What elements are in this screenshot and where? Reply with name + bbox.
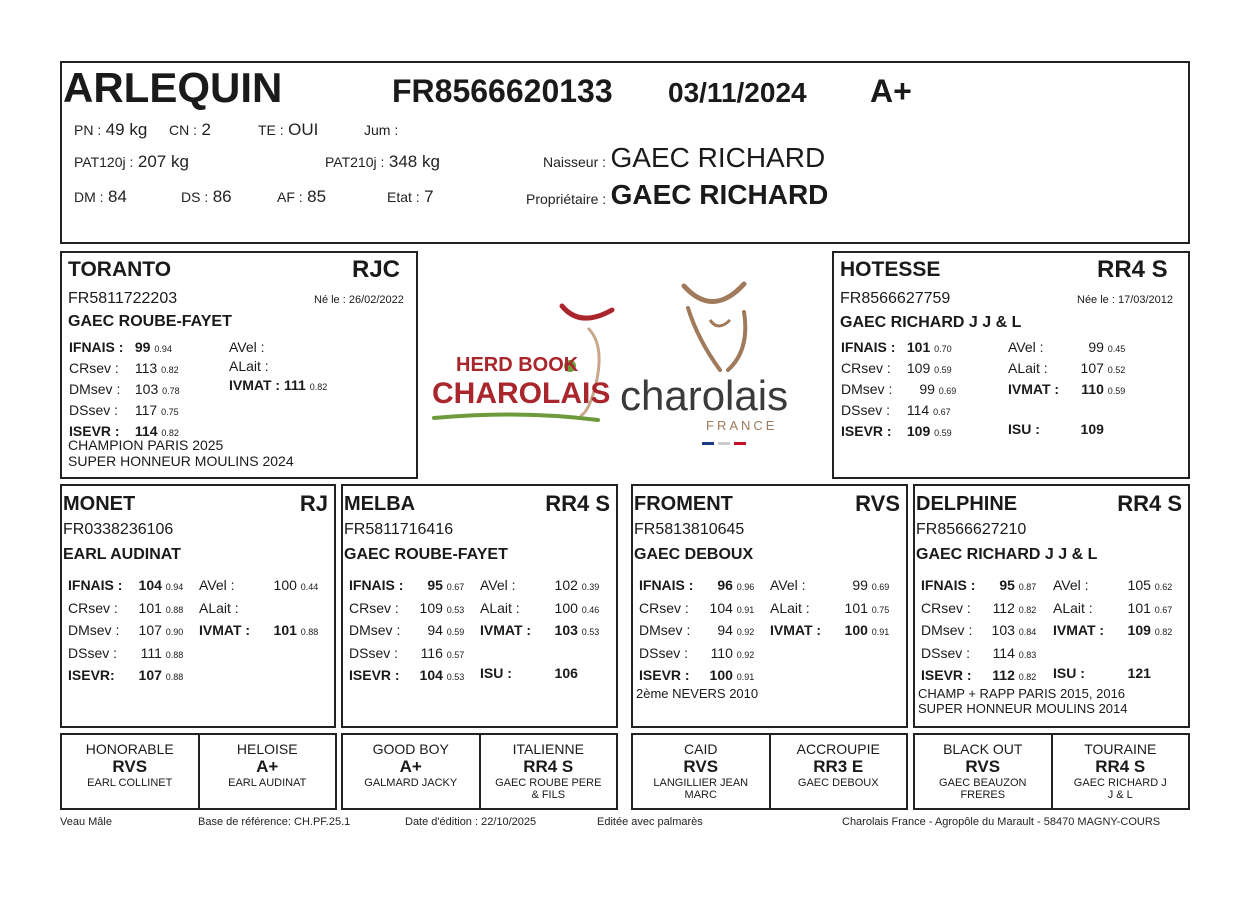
footer-base: Base de référence: CH.PF.25.1: [198, 816, 351, 828]
stat-value: 101: [138, 599, 162, 616]
jum-label: Jum :: [364, 122, 399, 138]
avel-label: AVel :: [229, 339, 265, 355]
stat-label: ISU :: [480, 665, 512, 681]
great-grandparent-card: [341, 733, 481, 810]
footer-address: Charolais France - Agropôle du Marault - 58470 MAGNY-COURS: [842, 816, 1161, 828]
ggp-owner-line: & FILS: [531, 789, 566, 801]
stat-label: ISEVR:: [68, 667, 115, 683]
ggp-grade: RR4 S: [523, 757, 574, 776]
stat-value: 103: [554, 622, 578, 638]
ggp-owner-line: EARL COLLINET: [87, 777, 173, 789]
dam-dmsev-c: 0.69: [938, 386, 957, 396]
sire-isevr-c: 0.82: [161, 428, 179, 438]
sire-ivmat-c: 0.82: [309, 382, 328, 392]
te-label: TE :: [258, 122, 284, 138]
dam-avel: 99: [1088, 339, 1104, 355]
gp-owner: EARL AUDINAT: [63, 546, 181, 563]
dm-field: [74, 187, 127, 207]
dam-dssev-c: 0.67: [933, 407, 951, 417]
stat-value: 94: [427, 622, 443, 638]
dam-isevr-c: 0.59: [934, 428, 952, 438]
ggp-name: GOOD BOY: [372, 741, 449, 757]
great-grandparent-card: [60, 733, 200, 810]
ggp-owner-line: LANGILLIER JEAN: [653, 777, 749, 789]
dam-grade: RR4 S: [1097, 256, 1168, 283]
stat-coefficient: 0.88: [165, 672, 184, 682]
stat-label: CRsev :: [921, 599, 971, 616]
stat-label: ISEVR :: [639, 667, 690, 683]
avel-label: AVel :: [1008, 339, 1044, 355]
ggp-name: BLACK OUT: [943, 741, 1023, 757]
stat-label: CRsev :: [68, 599, 118, 616]
dam-born: Née le : 17/03/2012: [1077, 294, 1174, 306]
af-value: 85: [307, 187, 327, 206]
dam-alait-c: 0.52: [1107, 365, 1126, 375]
ds-label: DS :: [181, 189, 209, 205]
dam-ifnais: 101: [906, 339, 931, 355]
stat-coefficient: 0.53: [446, 672, 465, 682]
dam-avel-c: 0.45: [1107, 344, 1126, 354]
stat-value: 100: [709, 667, 733, 683]
ggp-owner-line: GAEC ROUBE PERE: [495, 777, 602, 789]
stat-coefficient: 0.53: [581, 627, 600, 637]
dam-name: HOTESSE: [840, 258, 941, 281]
sire-dmsev: 103: [134, 381, 159, 397]
stat-value: 102: [554, 577, 578, 593]
ggp-grade: RR4 S: [1095, 757, 1146, 776]
stat-coefficient: 0.67: [1154, 604, 1173, 615]
ggp-owner-line: GAEC BEAUZON: [939, 777, 1027, 789]
stat-value: 116: [420, 644, 443, 661]
stat-label: DMsev :: [639, 622, 691, 638]
stat-coefficient: 0.92: [736, 649, 755, 660]
dam-dssev: 114: [906, 402, 930, 418]
stat-coefficient: 0.87: [1018, 582, 1037, 592]
animal-grade: A+: [870, 73, 912, 109]
stat-label: AVel :: [199, 577, 235, 593]
stat-value: 104: [419, 667, 443, 683]
herd-book-charolais-logo: [430, 298, 620, 428]
stat-coefficient: 0.62: [1154, 582, 1173, 592]
stat-value: 109: [1127, 622, 1151, 638]
ggp-grade: RVS: [965, 757, 1001, 776]
stat-value: 105: [1127, 577, 1151, 593]
gp-stats-left: [349, 575, 464, 688]
stat-value: 121: [1127, 665, 1151, 681]
footer-palmares: Editée avec palmarès: [597, 816, 703, 828]
stat-value: 107: [138, 667, 162, 683]
stat-value: 101: [844, 599, 868, 616]
af-label: AF :: [277, 189, 303, 205]
stat-coefficient: 0.84: [1018, 627, 1037, 637]
te-value: OUI: [288, 120, 319, 139]
stat-label: IFNAIS :: [349, 577, 404, 593]
herd-book-text: HERD BOOK: [456, 354, 579, 376]
te-field: [258, 120, 318, 140]
stat-value: 95: [999, 577, 1015, 593]
etat-field: [387, 187, 434, 207]
isevr-label: ISEVR :: [69, 423, 120, 439]
pn-value: 49 kg: [105, 120, 148, 139]
dam-crsev-c: 0.59: [934, 365, 952, 375]
gp-grade: RJ: [299, 491, 328, 516]
great-grandparent-card: [769, 733, 909, 810]
gp-grade: RVS: [855, 491, 900, 516]
ggp-owner-line: J & L: [1107, 789, 1133, 801]
stat-label: DSsev :: [68, 644, 118, 661]
sire-dssev-c: 0.75: [161, 407, 179, 417]
ggp-grade: RVS: [112, 757, 148, 776]
sire-palmares-line: SUPER HONNEUR MOULINS 2024: [68, 453, 294, 469]
stat-coefficient: 0.39: [581, 582, 600, 592]
isevr-label: ISEVR :: [841, 423, 892, 439]
ggp-owner-line: EARL AUDINAT: [228, 777, 307, 789]
gp-stats-right: [1053, 575, 1172, 684]
ggp-name: HELOISE: [236, 741, 298, 757]
dam-owner: GAEC RICHARD J J & L: [840, 314, 1022, 331]
ggp-name: TOURAINE: [1084, 741, 1157, 757]
ggp-name: CAID: [684, 741, 718, 757]
sire-stats-left: [69, 338, 180, 443]
stat-label: IVMAT :: [770, 622, 822, 638]
dam-ivmat: 110: [1081, 381, 1104, 397]
gp-stats-left: [68, 575, 183, 688]
gp-stats-right: [480, 575, 599, 684]
stat-value: 96: [717, 577, 733, 593]
stat-value: 106: [554, 665, 578, 681]
naisseur-value: GAEC RICHARD: [610, 142, 826, 173]
stat-coefficient: 0.44: [300, 582, 319, 592]
charolais-france-logo: [618, 280, 828, 450]
stat-value: 112: [992, 667, 1015, 683]
pat120-value: 207 kg: [137, 152, 189, 171]
france-text: FRANCE: [706, 418, 778, 433]
cn-value: 2: [201, 120, 211, 139]
gp-palmares: [636, 686, 758, 701]
animal-name: ARLEQUIN: [63, 64, 283, 111]
gp-id: FR0338236106: [63, 521, 174, 538]
naisseur-field: [543, 142, 825, 174]
ggp-name: ITALIENNE: [512, 741, 584, 757]
stat-coefficient: 0.82: [1154, 627, 1173, 637]
stat-value: 100: [273, 577, 297, 593]
ivmat-label: IVMAT :: [229, 377, 281, 393]
stat-coefficient: 0.91: [871, 627, 890, 637]
pat120-field: [74, 152, 189, 172]
gp-name: MONET: [63, 493, 136, 515]
gp-grade: RR4 S: [1117, 491, 1182, 516]
stat-value: 114: [992, 644, 1015, 661]
sire-isevr: 114: [134, 423, 158, 439]
ggp-name: ACCROUPIE: [796, 741, 880, 757]
ggp-owner-line: GAEC DEBOUX: [797, 777, 879, 789]
stat-coefficient: 0.90: [165, 627, 184, 637]
stat-coefficient: 0.88: [165, 604, 184, 615]
herd-book-charolais-text: CHAROLAIS: [432, 377, 611, 410]
crsev-label: CRsev :: [841, 360, 891, 376]
ggp-owner-line: GAEC RICHARD J: [1073, 777, 1167, 789]
sire-ivmat: 111: [283, 377, 306, 393]
stat-value: 110: [710, 644, 733, 661]
gp-palmares-line: CHAMP + RAPP PARIS 2015, 2016: [918, 686, 1126, 701]
gp-owner: GAEC ROUBE-FAYET: [344, 546, 508, 563]
stat-label: ISEVR :: [921, 667, 972, 683]
great-grandparent-card: [913, 733, 1053, 810]
stat-value: 103: [991, 622, 1015, 638]
stat-value: 100: [844, 622, 868, 638]
gp-stats-right: [199, 575, 318, 684]
dam-alait: 107: [1080, 360, 1104, 376]
stat-label: ISU :: [1053, 665, 1085, 681]
crsev-label: CRsev :: [69, 360, 119, 376]
stat-label: ALait :: [480, 599, 520, 616]
great-grandparent-card: [198, 733, 338, 810]
pat120-label: PAT120j :: [74, 154, 134, 170]
sire-dssev: 117: [134, 402, 158, 418]
gp-stats-left: [639, 575, 754, 688]
stat-label: IFNAIS :: [921, 577, 976, 593]
great-grandparent-card: [1051, 733, 1191, 810]
ggp-grade: RVS: [683, 757, 719, 776]
pat210-value: 348 kg: [388, 152, 440, 171]
dam-isu: 109: [1080, 421, 1104, 437]
gp-name: FROMENT: [634, 493, 733, 515]
stat-label: AVel :: [1053, 577, 1089, 593]
stat-label: AVel :: [480, 577, 516, 593]
jum-field: [364, 122, 398, 140]
ifnais-label: IFNAIS :: [69, 339, 124, 355]
stat-label: IFNAIS :: [639, 577, 694, 593]
sire-crsev: 113: [134, 360, 158, 376]
stat-label: DMsev :: [349, 622, 401, 638]
dam-crsev: 109: [906, 360, 931, 376]
dm-value: 84: [108, 187, 127, 206]
stat-value: 109: [419, 599, 443, 616]
sire-palmares-line: CHAMPION PARIS 2025: [68, 437, 224, 453]
stat-value: 99: [852, 577, 868, 593]
ggp-owner-line: FRERES: [960, 789, 1006, 801]
pat210-label: PAT210j :: [325, 154, 385, 170]
dmsev-label: DMsev :: [841, 381, 893, 397]
gp-grade: RR4 S: [545, 491, 610, 516]
stat-coefficient: 0.46: [581, 604, 600, 615]
stat-coefficient: 0.92: [736, 627, 755, 637]
sire-grade: RJC: [352, 256, 401, 283]
great-grandparent-card: [479, 733, 619, 810]
stat-value: 101: [1127, 599, 1151, 616]
gp-id: FR5813810645: [634, 521, 745, 538]
etat-label: Etat :: [387, 189, 420, 205]
pn-label: PN :: [74, 122, 102, 138]
stat-coefficient: 0.67: [446, 582, 465, 592]
cn-label: CN :: [169, 122, 197, 138]
stat-value: 107: [138, 622, 162, 638]
stat-coefficient: 0.69: [871, 582, 890, 592]
isu-label: ISU :: [1008, 421, 1040, 437]
ds-field: [181, 187, 232, 207]
gp-palmares: [918, 686, 1128, 716]
stat-coefficient: 0.96: [736, 582, 755, 592]
alait-label: ALait :: [229, 358, 269, 374]
proprietaire-field: [526, 179, 828, 211]
animal-date: 03/11/2024: [668, 77, 807, 108]
stat-coefficient: 0.91: [736, 604, 755, 615]
footer-edition: Date d'édition : 22/10/2025: [405, 816, 537, 828]
pn-field: [74, 120, 147, 140]
ggp-owner-line: MARC: [684, 789, 717, 801]
dam-stats-left: [841, 338, 956, 443]
stat-label: IVMAT :: [480, 622, 532, 638]
ggp-name: HONORABLE: [85, 741, 174, 757]
ggp-grade: A+: [399, 757, 422, 776]
af-field: [277, 187, 326, 207]
stat-label: IFNAIS :: [68, 577, 123, 593]
naisseur-label: Naisseur :: [543, 154, 607, 170]
stat-value: 100: [554, 599, 578, 616]
stat-coefficient: 0.59: [446, 627, 465, 637]
stat-label: ALait :: [770, 599, 810, 616]
dm-label: DM :: [74, 189, 104, 205]
stat-value: 94: [717, 622, 733, 638]
ifnais-label: IFNAIS :: [841, 339, 896, 355]
sire-name: TORANTO: [68, 258, 172, 281]
dam-stats-right: [1008, 338, 1125, 439]
gp-owner: GAEC DEBOUX: [634, 546, 754, 563]
sire-dmsev-c: 0.78: [162, 386, 180, 396]
stat-coefficient: 0.91: [736, 672, 755, 682]
stat-label: ALait :: [199, 599, 239, 616]
dssev-label: DSsev :: [841, 402, 891, 418]
stat-label: ISEVR :: [349, 667, 400, 683]
stat-label: CRsev :: [349, 599, 399, 616]
stat-label: CRsev :: [639, 599, 689, 616]
charolais-text: charolais: [620, 372, 789, 419]
pat210-field: [325, 152, 440, 172]
ggp-grade: A+: [256, 757, 279, 776]
animal-id: FR8566620133: [392, 73, 613, 109]
stat-coefficient: 0.83: [1018, 649, 1037, 660]
stat-label: ALait :: [1053, 599, 1093, 616]
cn-field: [169, 120, 211, 140]
proprietaire-value: GAEC RICHARD: [610, 179, 829, 210]
sire-ifnais-c: 0.94: [154, 344, 172, 354]
stat-value: 112: [992, 599, 1015, 616]
stat-coefficient: 0.57: [446, 649, 465, 660]
stat-coefficient: 0.88: [165, 649, 184, 660]
dssev-label: DSsev :: [69, 402, 119, 418]
dam-ivmat-c: 0.59: [1107, 386, 1126, 396]
great-grandparent-card: [631, 733, 771, 810]
stat-label: DMsev :: [921, 622, 973, 638]
ds-value: 86: [212, 187, 232, 206]
stat-label: DMsev :: [68, 622, 120, 638]
dmsev-label: DMsev :: [69, 381, 121, 397]
ggp-owner-line: GALMARD JACKY: [364, 777, 458, 789]
stat-label: DSsev :: [921, 644, 971, 661]
stat-coefficient: 0.82: [1018, 604, 1037, 615]
gp-palmares-line: 2ème NEVERS 2010: [636, 686, 759, 701]
stat-value: 104: [138, 577, 162, 593]
gp-name: MELBA: [344, 493, 416, 515]
gp-palmares-line: SUPER HONNEUR MOULINS 2014: [918, 701, 1128, 716]
gp-stats-left: [921, 575, 1036, 688]
stat-coefficient: 0.82: [1018, 672, 1037, 682]
stat-label: IVMAT :: [1053, 622, 1105, 638]
sire-stats-right: [229, 338, 327, 397]
gp-id: FR8566627210: [916, 521, 1027, 538]
sire-crsev-c: 0.82: [161, 365, 179, 375]
stat-label: DSsev :: [639, 644, 689, 661]
gp-owner: GAEC RICHARD J J & L: [916, 546, 1098, 563]
dam-id: FR8566627759: [840, 290, 951, 307]
gp-stats-right: [770, 575, 889, 684]
dam-dmsev: 99: [919, 381, 935, 397]
footer-sex: Veau Mâle: [60, 816, 112, 828]
ggp-grade: RR3 E: [813, 757, 864, 776]
stat-value: 101: [273, 622, 297, 638]
stat-value: 111: [140, 644, 162, 661]
ivmat-label: IVMAT :: [1008, 381, 1060, 397]
sire-palmares: [68, 437, 294, 469]
stat-label: IVMAT :: [199, 622, 251, 638]
stat-value: 104: [709, 599, 733, 616]
gp-id: FR5811716416: [344, 521, 454, 538]
stat-value: 95: [427, 577, 443, 593]
dam-isevr: 109: [906, 423, 931, 439]
proprietaire-label: Propriétaire :: [526, 191, 607, 207]
sire-born: Né le : 26/02/2022: [314, 294, 404, 306]
stat-coefficient: 0.94: [165, 582, 184, 592]
gp-name: DELPHINE: [916, 493, 1018, 515]
sire-owner: GAEC ROUBE-FAYET: [68, 313, 232, 330]
stat-label: AVel :: [770, 577, 806, 593]
alait-label: ALait :: [1008, 360, 1048, 376]
sire-ifnais: 99: [134, 339, 151, 355]
stat-coefficient: 0.75: [871, 604, 890, 615]
dam-ifnais-c: 0.70: [934, 344, 952, 354]
sire-id: FR5811722203: [68, 290, 178, 307]
stat-label: DSsev :: [349, 644, 399, 661]
stat-coefficient: 0.53: [446, 604, 465, 615]
etat-value: 7: [424, 187, 434, 206]
stat-coefficient: 0.88: [300, 627, 319, 637]
